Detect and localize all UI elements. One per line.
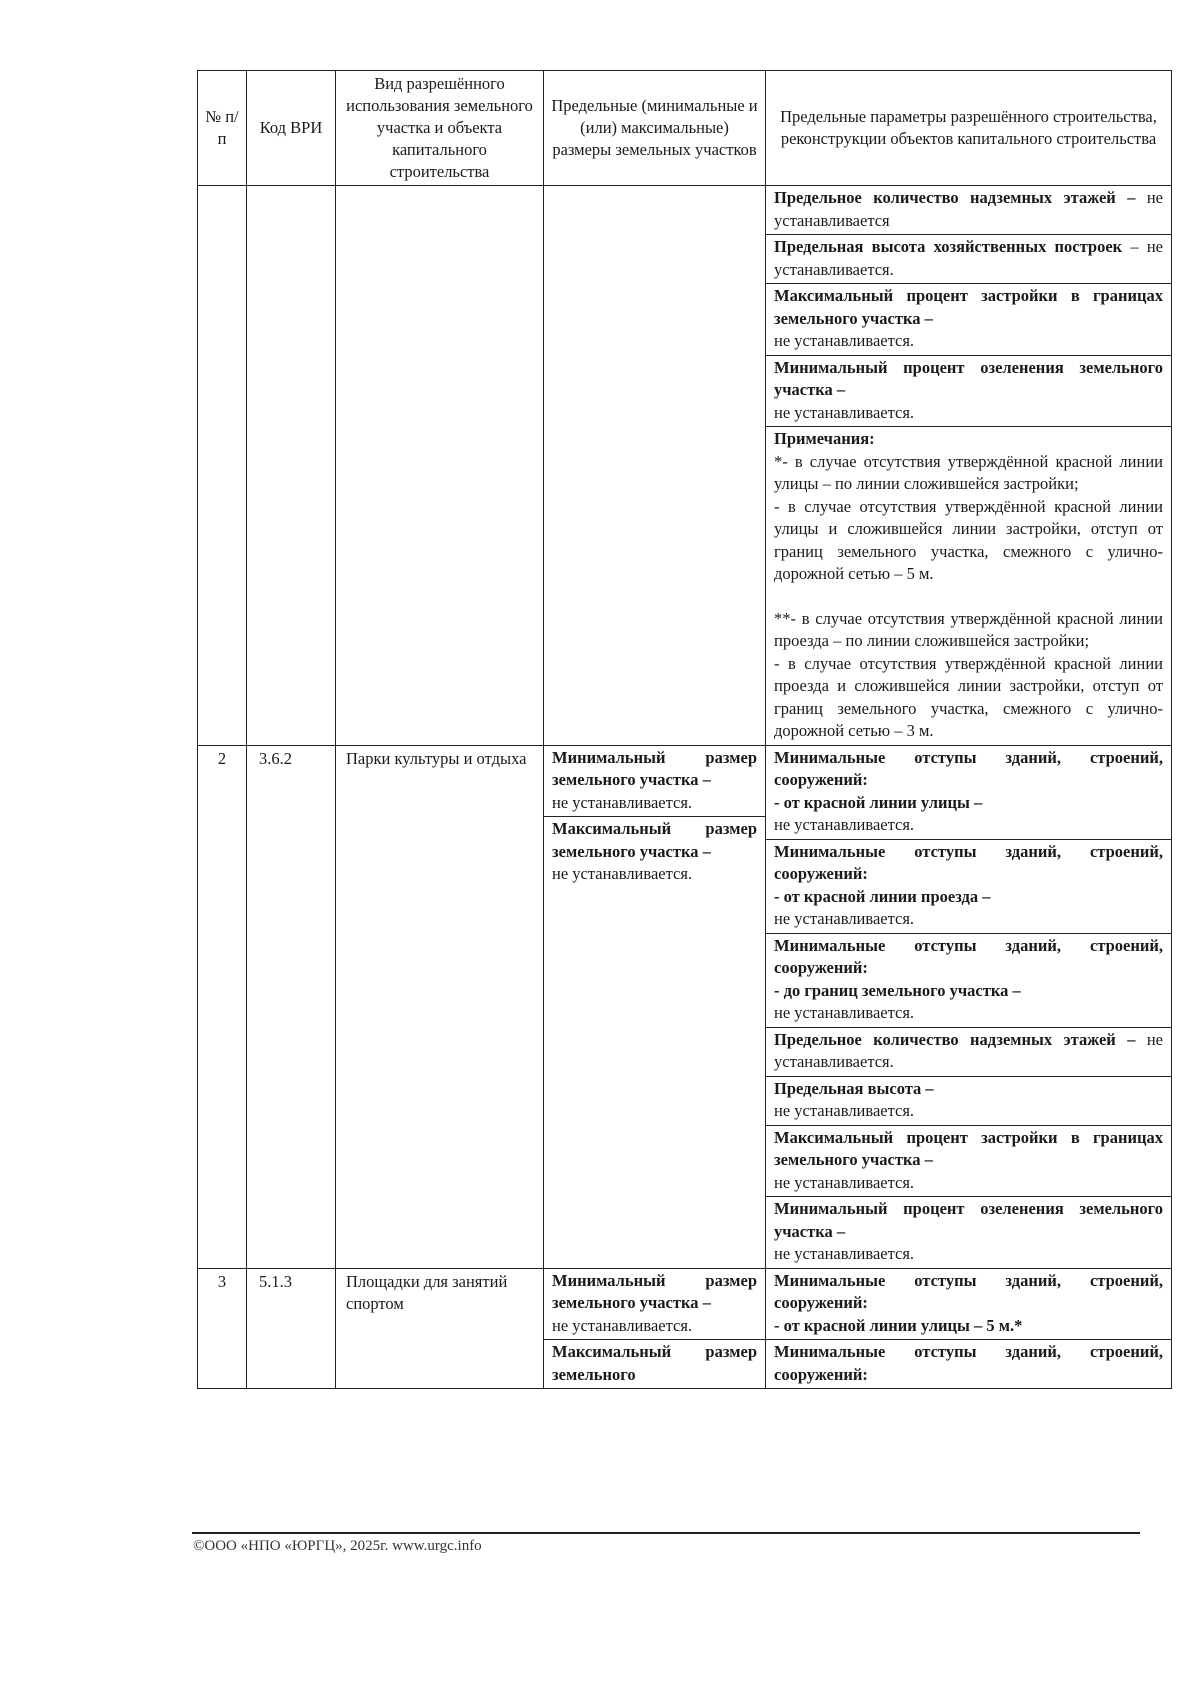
footer-copyright: ©ООО «НПО «ЮРГЦ», 2025г. www.urgc.info [193,1538,482,1554]
note-item: **- в случае отсутствия утверждённой красной линии проезда – по линии сложившейся застройки; [774,608,1163,650]
param-block: Минимальные отступы зданий, строений, сооружений: [766,1339,1171,1388]
param-block: Минимальный процент озеленения земельного участка – не устанавливается. [766,355,1171,427]
table-header-row [198,71,1172,186]
size-block: Минимальный размер земельного участка – не устанавливается. [552,747,757,812]
regulations-table [197,70,1172,1389]
table-row [198,745,1172,1268]
notes-block [766,426,1171,745]
row-number: 2 [198,745,247,1268]
param-block: Минимальные отступы зданий, строений, сооружений: - до границ земельного участка – не устанавливается. [766,933,1171,1027]
size-block: Максимальный размер земельного участка – не устанавливается. [544,816,765,888]
param-block: Максимальный процент застройки в границах земельного участка – не устанавливается. [766,283,1171,355]
param-block: Минимальные отступы зданий, строений, сооружений: - от красной линии проезда – не устанавливается. [766,839,1171,933]
param-block: Максимальный процент застройки в границах земельного участка – не устанавливается. [766,1125,1171,1197]
header-code: Код ВРИ [247,71,336,186]
header-vri: Вид разрешённого использования земельного участка и объекта капитального строительства [336,71,544,186]
param-block: Минимальные отступы зданий, строений, сооружений: - от красной линии улицы – не устанавливается. [774,747,1163,834]
param-block: Минимальный процент озеленения земельного участка – не устанавливается. [766,1196,1171,1268]
param-block: Минимальные отступы зданий, строений, сооружений: - от красной линии улицы – 5 м.* [774,1270,1163,1335]
row-vri: Площадки для занятий спортом [336,1268,544,1389]
note-item: - в случае отсутствия утверждённой красной линии улицы и сложившейся линии застройки, отступ от границ земельного участка, смежного с улично-дорожной сетью – 5 м. [774,496,1163,583]
row-number: 3 [198,1268,247,1389]
size-block: Максимальный размер земельного [544,1339,765,1388]
note-item: *- в случае отсутствия утверждённой красной линии улицы – по линии сложившейся застройки; [774,451,1163,493]
param-block: Предельная высота – не устанавливается. [766,1076,1171,1125]
table-row-continued [198,186,1172,746]
note-item: - в случае отсутствия утверждённой красной линии проезда и сложившейся линии застройки, отступ от границ земельного участка, смежного с улично-дорожной сетью – 3 м. [774,653,1163,740]
row-code: 5.1.3 [247,1268,336,1389]
size-block: Минимальный размер земельного участка – не устанавливается. [552,1270,757,1335]
header-number: № п/п [198,71,247,186]
row-vri: Парки культуры и отдыха [336,745,544,1268]
table-row [198,1268,1172,1389]
footer-divider [192,1532,1140,1534]
notes-title: Примечания: [774,429,875,448]
param-block: Предельное количество надземных этажей – не устанавливается. [766,1027,1171,1076]
param-block: Предельное количество надземных этажей – не устанавливается [774,188,1163,230]
row-code: 3.6.2 [247,745,336,1268]
param-block: Предельная высота хозяйственных построек – не устанавливается. [766,234,1171,283]
header-params: Предельные параметры разрешённого строительства, реконструкции объектов капитального строительства [766,71,1172,186]
header-sizes: Предельные (минимальные и (или) максимальные) размеры земельных участков [544,71,766,186]
